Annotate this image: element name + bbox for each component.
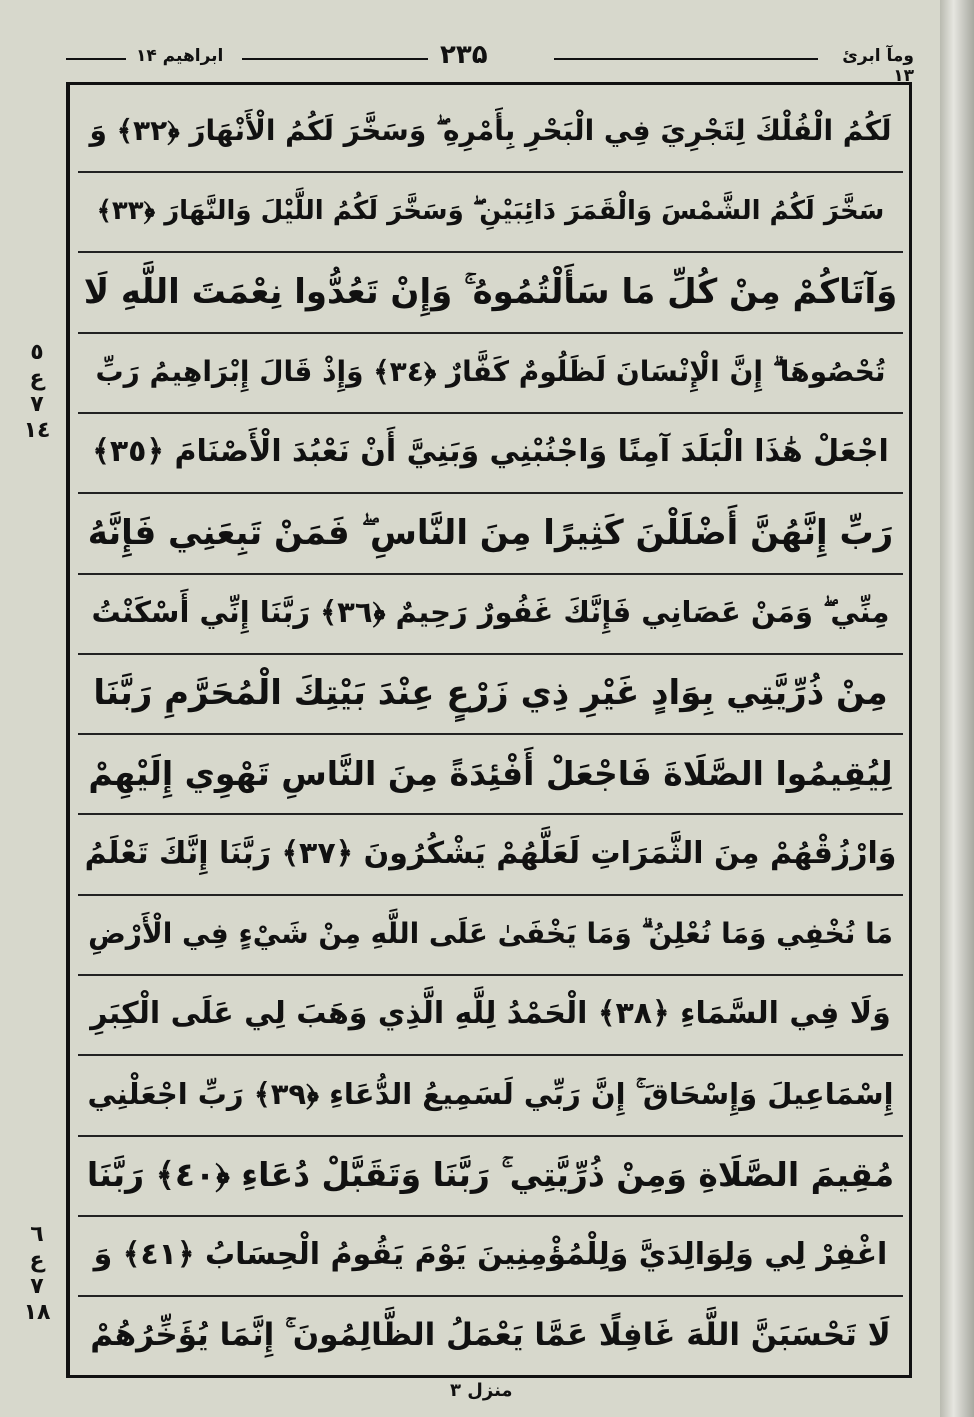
arabic-text: سَخَّرَ لَكُمُ الشَّمْسَ وَالْقَمَرَ دَائِبَيْنِ ۖ وَسَخَّرَ لَكُمُ اللَّيْلَ وَالنَّهَارَ ﴿٣٣﴾ bbox=[96, 196, 885, 227]
arabic-text: لِيُقِيمُوا الصَّلَاةَ فَاجْعَلْ أَفْئِدَةً مِنَ النَّاسِ تَهْوِي إِلَيْهِمْ bbox=[88, 753, 893, 793]
page-number: ۲۳۵ bbox=[440, 40, 488, 70]
arabic-text: وَلَا فِي السَّمَاءِ ﴿٣٨﴾ الْحَمْدُ لِلَّهِ الَّذِي وَهَبَ لِي عَلَى الْكِبَرِ bbox=[90, 996, 891, 1032]
text-line bbox=[78, 894, 903, 976]
arabic-text: وَآتَاكُمْ مِنْ كُلِّ مَا سَأَلْتُمُوهُ ۚ وَإِنْ تَعُدُّوا نِعْمَتَ اللَّهِ لَا bbox=[83, 271, 898, 312]
text-line bbox=[78, 1055, 903, 1137]
text-line bbox=[78, 1135, 903, 1217]
arabic-text: مَا نُخْفِي وَمَا نُعْلِنُ ۗ وَمَا يَخْفَىٰ عَلَى اللَّهِ مِنْ شَيْءٍ فِي الْأَرْضِ bbox=[88, 917, 893, 950]
text-line bbox=[78, 974, 903, 1056]
ruku-marker bbox=[14, 340, 60, 444]
header-rule-left bbox=[66, 58, 126, 60]
ruku-marker bbox=[14, 1222, 60, 1326]
arabic-text: لَا تَحْسَبَنَّ اللَّهَ غَافِلًا عَمَّا يَعْمَلُ الظَّالِمُونَ ۚ إِنَّمَا يُؤَخِّرُهُمْ bbox=[90, 1317, 891, 1353]
arabic-text: اجْعَلْ هَٰذَا الْبَلَدَ آمِنًا وَاجْنُبْنِي وَبَنِيَّ أَنْ نَعْبُدَ الْأَصْنَامَ ﴿٣٥﴾ bbox=[92, 434, 889, 470]
text-line bbox=[78, 1215, 903, 1297]
ruku-marker-text: ع bbox=[29, 1248, 45, 1273]
text-line bbox=[78, 733, 903, 815]
arabic-text: رَبِّ إِنَّهُنَّ أَضْلَلْنَ كَثِيرًا مِنَ النَّاسِ ۖ فَمَنْ تَبِعَنِي فَإِنَّهُ bbox=[87, 512, 894, 553]
ruku-marker-text: ١٨ bbox=[23, 1300, 51, 1325]
page-header bbox=[66, 40, 914, 86]
arabic-text: إِسْمَاعِيلَ وَإِسْحَاقَ ۚ إِنَّ رَبِّي لَسَمِيعُ الدُّعَاءِ ﴿٣٩﴾ رَبِّ اجْعَلْنِي bbox=[87, 1077, 894, 1112]
arabic-text: تُحْصُوهَا ۗ إِنَّ الْإِنْسَانَ لَظَلُومٌ كَفَّارٌ ﴿٣٤﴾ وَإِذْ قَالَ إِبْرَاهِيمُ رَبِّ bbox=[95, 354, 886, 388]
ruku-marker-text: ع bbox=[29, 366, 45, 391]
header-rule bbox=[554, 58, 818, 60]
surah-label: ابراهیم ۱۴ bbox=[136, 46, 224, 66]
ruku-marker-text: ٦ bbox=[30, 1222, 44, 1247]
text-line bbox=[78, 653, 903, 735]
manzil-label: منزل ۳ bbox=[450, 1380, 513, 1401]
header-rule bbox=[242, 58, 428, 60]
text-line bbox=[78, 332, 903, 414]
arabic-text: اغْفِرْ لِي وَلِوَالِدَيَّ وَلِلْمُؤْمِنِينَ يَوْمَ يَقُومُ الْحِسَابُ ﴿٤١﴾ وَ bbox=[93, 1237, 888, 1273]
ruku-marker-text: ٧ bbox=[30, 1274, 44, 1299]
arabic-text: مِنْ ذُرِّيَّتِي بِوَادٍ غَيْرِ ذِي زَرْعٍ عِنْدَ بَيْتِكَ الْمُحَرَّمِ رَبَّنَا bbox=[93, 673, 888, 714]
arabic-text: مُقِيمَ الصَّلَاةِ وَمِنْ ذُرِّيَّتِي ۚ رَبَّنَا وَتَقَبَّلْ دُعَاءِ ﴿٤٠﴾ رَبَّنَا bbox=[86, 1155, 895, 1195]
text-line bbox=[78, 493, 903, 575]
text-line bbox=[78, 412, 903, 494]
arabic-text: لَكُمُ الْفُلْكَ لِتَجْرِيَ فِي الْبَحْرِ بِأَمْرِهِ ۖ وَسَخَّرَ لَكُمُ الْأَنْهَارَ ﴿٣٢﴾ وَ bbox=[89, 114, 892, 147]
text-line bbox=[78, 573, 903, 655]
ruku-marker-text: ١٤ bbox=[23, 418, 51, 443]
text-frame bbox=[66, 82, 912, 1378]
ruku-marker-text: ٧ bbox=[30, 392, 44, 417]
text-line bbox=[78, 91, 903, 173]
text-lines bbox=[78, 91, 903, 1369]
arabic-text: وَارْزُقْهُمْ مِنَ الثَّمَرَاتِ لَعَلَّهُمْ يَشْكُرُونَ ﴿٣٧﴾ رَبَّنَا إِنَّكَ تَعْلَمُ bbox=[84, 835, 897, 871]
text-line bbox=[78, 171, 903, 253]
page-edge bbox=[940, 0, 974, 1417]
arabic-text: مِنِّي ۖ وَمَنْ عَصَانِي فَإِنَّكَ غَفُورٌ رَحِيمٌ ﴿٣٦﴾ رَبَّنَا إِنِّي أَسْكَنْتُ bbox=[91, 595, 890, 630]
text-line bbox=[78, 1296, 903, 1376]
text-line bbox=[78, 252, 903, 334]
ruku-marker-text: ٥ bbox=[30, 340, 44, 365]
text-line bbox=[78, 814, 903, 896]
para-label: ومآ ابرئ ۱۳ bbox=[842, 46, 914, 86]
